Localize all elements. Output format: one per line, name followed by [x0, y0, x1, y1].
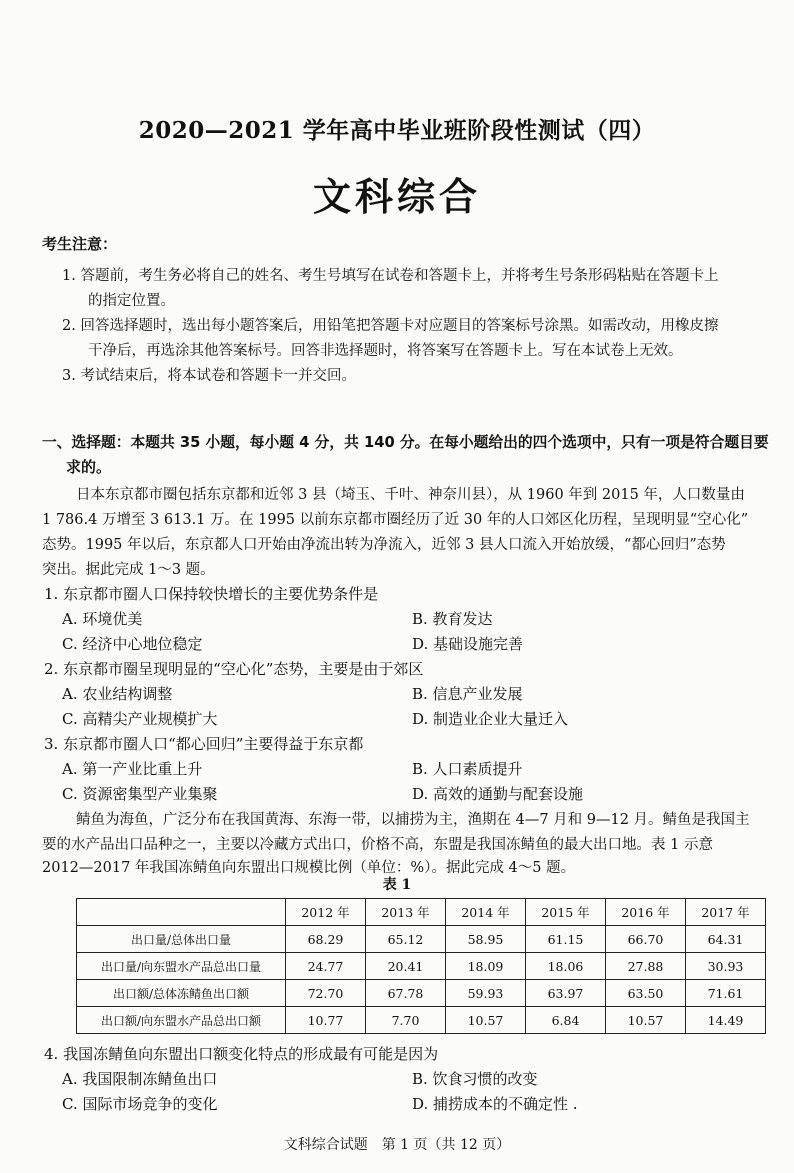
year-header: 2017 年: [686, 899, 766, 926]
notice-line: 干净后，再选涂其他答案标号。回答非选择题时，将答案写在答题卡上。写在本试卷上无效。: [88, 343, 683, 359]
page-footer: 文科综合试题 第 1 页（共 12 页）: [283, 1137, 511, 1153]
table-cell: 65.12: [366, 926, 446, 953]
table-cell: 18.09: [446, 953, 526, 980]
year-header: 2014 年: [446, 899, 526, 926]
option: C. 高精尖产业规模扩大: [62, 710, 218, 728]
question-stem: 4. 我国冻鲭鱼向东盟出口额变化特点的形成最有可能是因为: [44, 1045, 439, 1063]
section-line: 一、选择题：本题共 35 小题，每小题 4 分，共 140 分。在每小题给出的四个选项中，只有一项是符合题目要: [42, 434, 769, 451]
notice-line: 2. 回答选择题时，选出每小题答案后，用铅笔把答题卡对应题目的答案标号涂黑。如需改动，用橡皮擦: [62, 318, 719, 334]
option: B. 信息产业发展: [412, 685, 523, 703]
year-header: 2012 年: [286, 899, 366, 926]
table-row: [77, 926, 766, 953]
option: B. 人口素质提升: [412, 760, 523, 778]
table-cell: 10.77: [286, 1007, 366, 1034]
exam-title: 2020—2021 学年高中毕业班阶段性测试（四）: [138, 117, 656, 144]
passage-line: 突出。据此完成 1～3 题。: [42, 562, 215, 578]
table-cell: 71.61: [686, 980, 766, 1007]
table-row: [77, 953, 766, 980]
table-corner-cell: [77, 899, 286, 926]
notice-heading: 考生注意：: [42, 235, 118, 253]
year-header: 2015 年: [526, 899, 606, 926]
question-stem: 3. 东京都市圈人口“都心回归”主要得益于东京都: [44, 735, 364, 753]
option: C. 经济中心地位稳定: [62, 635, 203, 653]
table-cell: 63.50: [606, 980, 686, 1007]
subject-title: 文科综合: [312, 175, 481, 219]
row-label: 出口量/总体出口量: [77, 926, 286, 953]
year-header: 2016 年: [606, 899, 686, 926]
passage-line: 态势。1995 年以后，东京都人口开始由净流出转为净流入，近邻 3 县人口流入开始放缓，“都心回归”态势: [42, 537, 726, 553]
notice-line: 的指定位置。: [88, 293, 175, 309]
option: A. 我国限制冻鲭鱼出口: [62, 1070, 218, 1088]
option: C. 资源密集型产业集聚: [62, 785, 218, 803]
passage-line: 1 786.4 万增至 3 613.1 万。在 1995 以前东京都市圈经历了近 30 年的人口郊区化历程，呈现明显“空心化”: [42, 512, 749, 528]
table-row: [77, 1007, 766, 1034]
table-cell: 14.49: [686, 1007, 766, 1034]
option: D. 基础设施完善: [412, 635, 524, 653]
option: C. 国际市场竞争的变化: [62, 1095, 218, 1113]
table-cell: 61.15: [526, 926, 606, 953]
table-header-row: [77, 899, 766, 926]
table-cell: 10.57: [446, 1007, 526, 1034]
option: B. 教育发达: [412, 610, 493, 628]
option: A. 环境优美: [62, 610, 143, 628]
option: B. 饮食习惯的改变: [412, 1070, 538, 1088]
notice-line: 1. 答题前，考生务必将自己的姓名、考生号填写在试卷和答题卡上，并将考生号条形码粘贴在答题卡上: [62, 268, 719, 284]
passage-line: 2012—2017 年我国冻鲭鱼向东盟出口规模比例（单位：%）。据此完成 4～5 题。: [42, 860, 576, 876]
section-heading: [42, 430, 772, 480]
table-cell: 64.31: [686, 926, 766, 953]
table-cell: 59.93: [446, 980, 526, 1007]
row-label: 出口量/向东盟水产品总出口量: [77, 953, 286, 980]
table-row: [77, 980, 766, 1007]
table-cell: 6.84: [526, 1007, 606, 1034]
table-cell: 7.70: [366, 1007, 446, 1034]
year-header: 2013 年: [366, 899, 446, 926]
passage-line: 日本东京都市圈包括东京都和近邻 3 县（埼玉、千叶、神奈川县），从 1960 年到 2015 年，人口数量由: [76, 487, 745, 503]
row-label: 出口额/总体冻鲭鱼出口额: [77, 980, 286, 1007]
question-stem: 1. 东京都市圈人口保持较快增长的主要优势条件是: [44, 585, 379, 603]
option: D. 制造业企业大量迁入: [412, 710, 569, 728]
option: A. 第一产业比重上升: [62, 760, 203, 778]
table-cell: 66.70: [606, 926, 686, 953]
table-cell: 27.88: [606, 953, 686, 980]
table-cell: 18.06: [526, 953, 606, 980]
question-stem: 2. 东京都市圈呈现明显的“空心化”态势，主要是由于郊区: [44, 660, 424, 678]
row-label: 出口额/向东盟水产品总出口额: [77, 1007, 286, 1034]
table-cell: 63.97: [526, 980, 606, 1007]
table-caption: 表 1: [382, 877, 412, 893]
option: A. 农业结构调整: [62, 685, 173, 703]
option: D. 高效的通勤与配套设施: [412, 785, 584, 803]
option: D. 捕捞成本的不确定性 .: [412, 1095, 578, 1113]
table-cell: 10.57: [606, 1007, 686, 1034]
passage-line: 要的水产品出口品种之一，主要以冷藏方式出口，价格不高，东盟是我国冻鲭鱼的最大出口地。表 1 示意: [42, 837, 713, 853]
table-cell: 72.70: [286, 980, 366, 1007]
table-cell: 30.93: [686, 953, 766, 980]
table-cell: 67.78: [366, 980, 446, 1007]
table-cell: 68.29: [286, 926, 366, 953]
table-cell: 58.95: [446, 926, 526, 953]
section-line: 求的。: [66, 458, 112, 476]
table-cell: 24.77: [286, 953, 366, 980]
export-ratio-table: [76, 898, 766, 1034]
passage-line: 鲭鱼为海鱼，广泛分布在我国黄海、东海一带，以捕捞为主，渔期在 4—7 月和 9—12 月。鲭鱼是我国主: [76, 812, 750, 828]
table-cell: 20.41: [366, 953, 446, 980]
notice-line: 3. 考试结束后，将本试卷和答题卡一并交回。: [62, 368, 356, 384]
